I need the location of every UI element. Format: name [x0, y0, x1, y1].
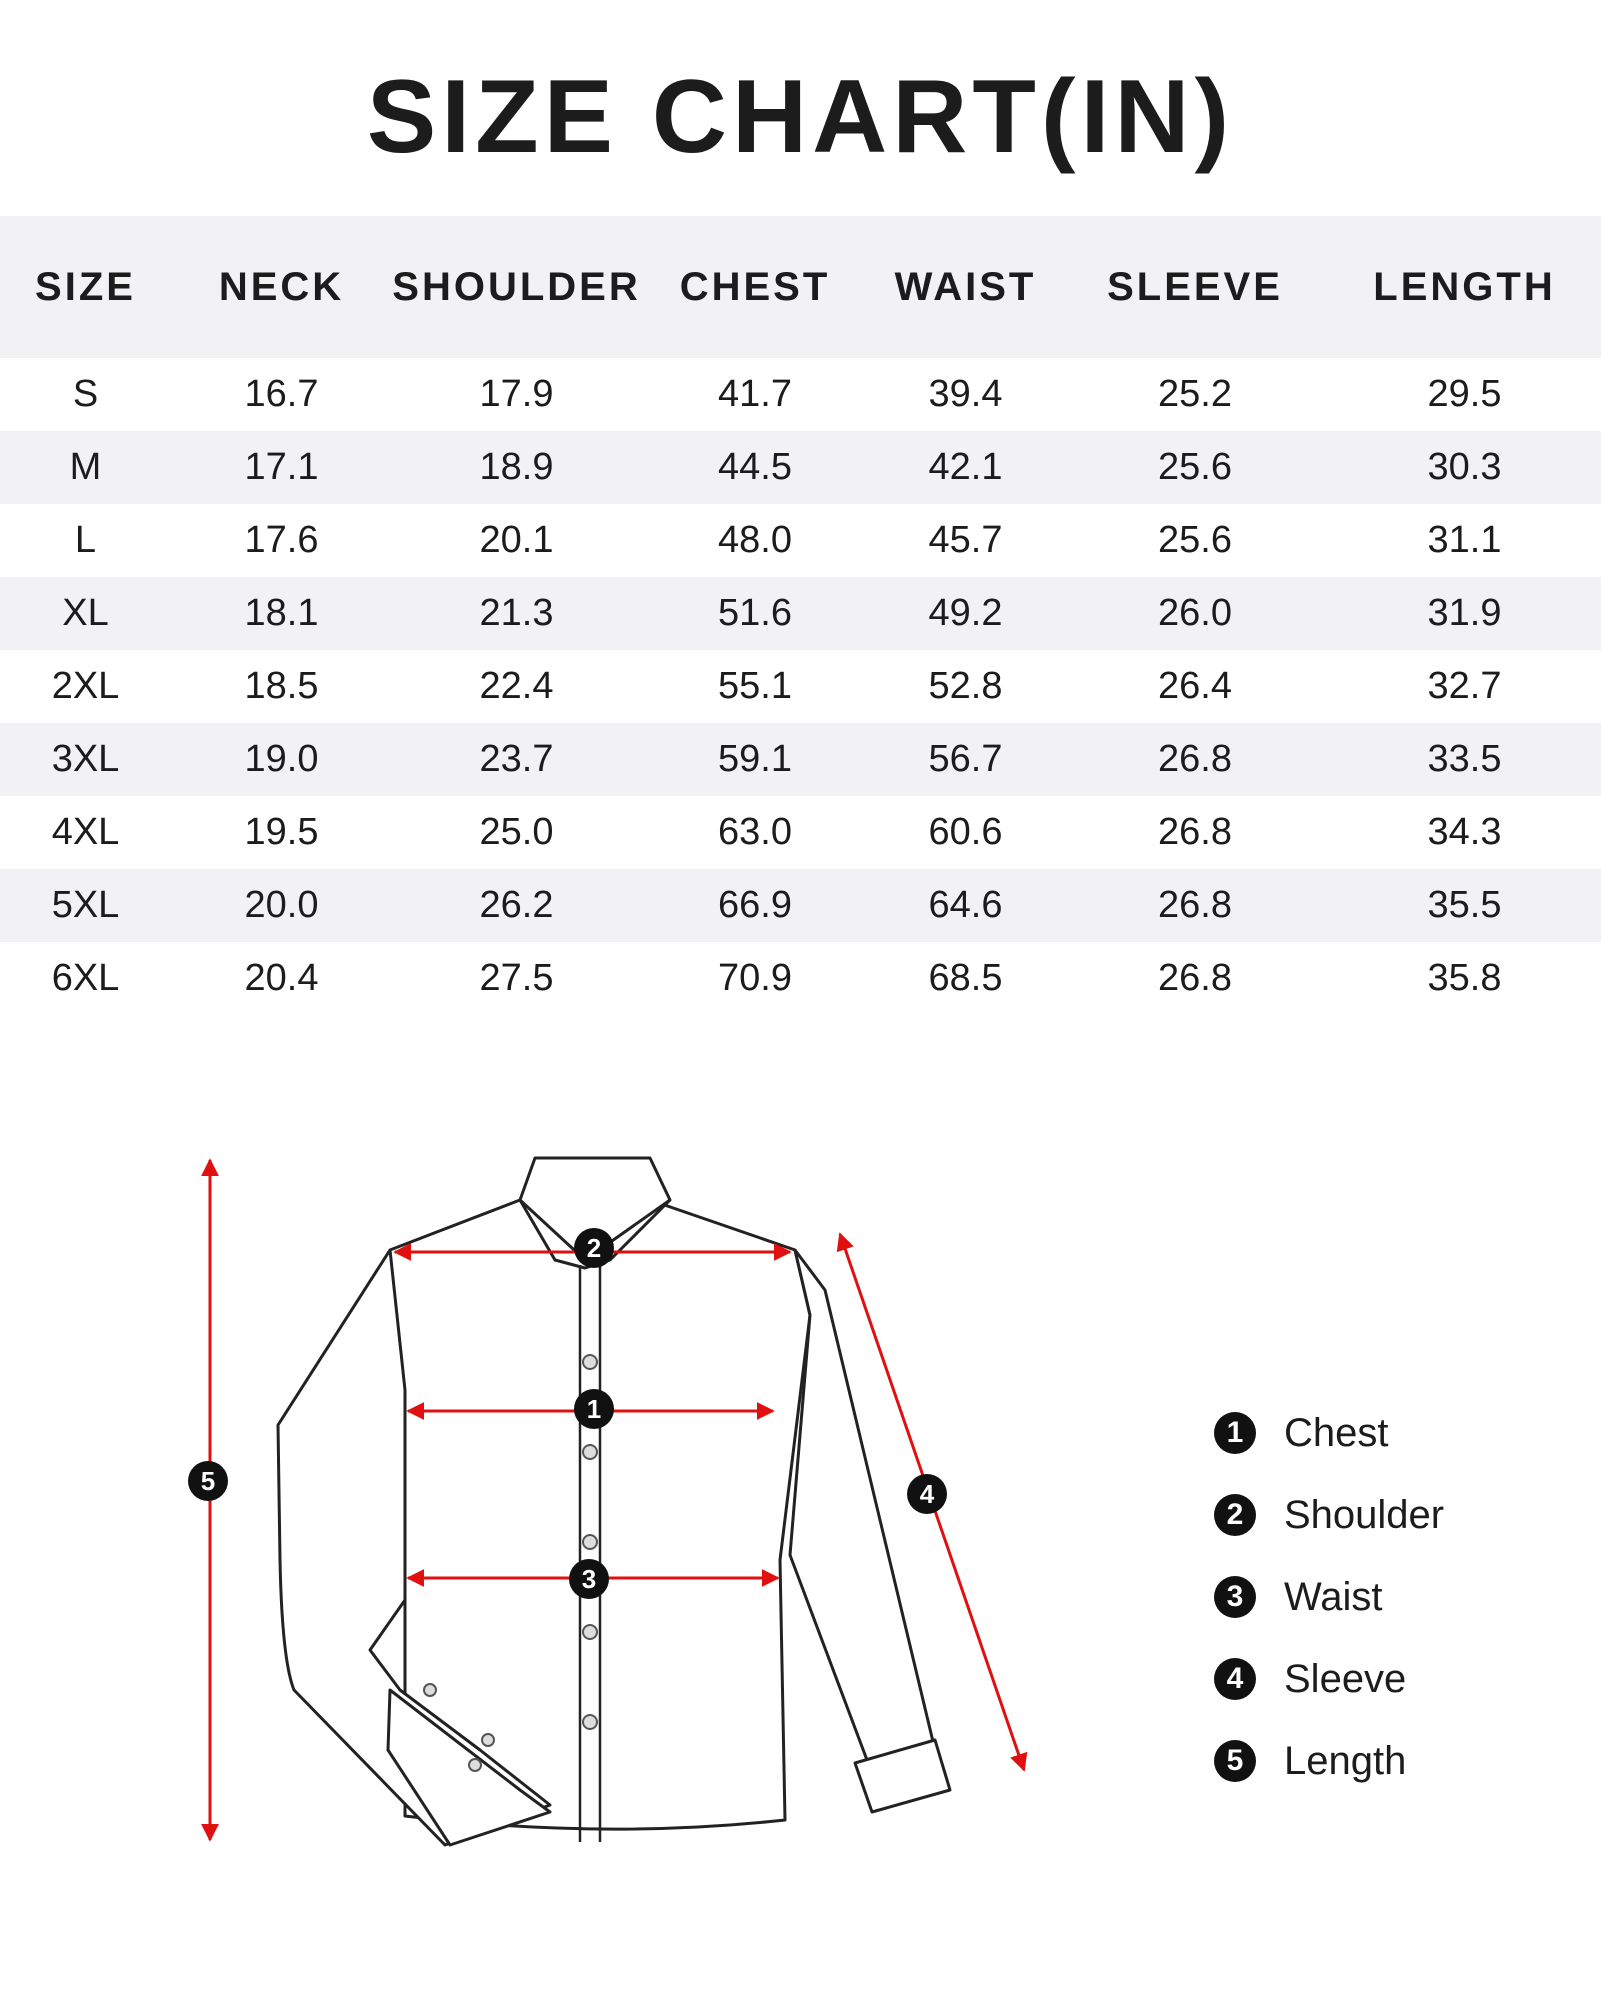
table-row: [0, 869, 1601, 942]
table-cell: 35.8: [1427, 957, 1502, 999]
table-cell: 18.5: [244, 665, 319, 707]
table-cell: 60.6: [928, 811, 1003, 853]
table-cell: 17.1: [171, 431, 392, 504]
measurement-legend: [1214, 1392, 1444, 1802]
table-cell: 3XL: [0, 723, 171, 796]
legend-item-chest: [1214, 1392, 1444, 1474]
table-cell: 27.5: [479, 957, 554, 999]
size-table: [0, 216, 1601, 1015]
table-row: [0, 504, 1601, 577]
table-cell: 26.8: [1062, 723, 1328, 796]
header-waist: WAIST: [869, 216, 1062, 358]
table-cell: 59.1: [641, 723, 869, 796]
table-cell: 26.8: [1158, 957, 1232, 999]
table-cell: 26.8: [1158, 811, 1232, 853]
table-cell: 26.2: [392, 869, 641, 942]
legend-num: 2: [1214, 1494, 1256, 1536]
table-cell: 4XL: [51, 811, 120, 853]
table-row: [0, 577, 1601, 650]
table-body: [0, 358, 1601, 1015]
table-cell: 66.9: [641, 869, 869, 942]
table-row: [0, 358, 1601, 431]
marker-2: 2: [586, 1233, 602, 1263]
header-length: LENGTH: [1328, 216, 1601, 358]
header-neck: NECK: [171, 216, 392, 358]
table-cell: 70.9: [718, 957, 792, 999]
table-cell: XL: [0, 577, 171, 650]
table-cell: 5XL: [0, 869, 171, 942]
legend-label: Length: [1284, 1738, 1407, 1783]
legend-item-sleeve: [1214, 1638, 1444, 1720]
table-cell: 26.0: [1062, 577, 1328, 650]
table-header-row: [0, 216, 1601, 358]
table-cell: 25.2: [1158, 373, 1232, 415]
table-cell: 22.4: [479, 665, 554, 707]
table-row: [0, 650, 1601, 723]
table-cell: 35.5: [1328, 869, 1601, 942]
table-cell: 19.5: [244, 811, 319, 853]
table-cell: 25.6: [1158, 519, 1232, 561]
table-row: [0, 796, 1601, 869]
header-sleeve: SLEEVE: [1062, 216, 1328, 358]
table-cell: 34.3: [1427, 811, 1502, 853]
table-cell: 31.9: [1328, 577, 1601, 650]
table-cell: 44.5: [641, 431, 869, 504]
legend-label: Shoulder: [1284, 1492, 1445, 1537]
marker-4: 4: [919, 1479, 935, 1509]
table-cell: 20.4: [244, 957, 319, 999]
table-cell: L: [74, 519, 97, 561]
table-cell: 31.1: [1427, 519, 1502, 561]
table-cell: 30.3: [1328, 431, 1601, 504]
table-cell: 16.7: [244, 373, 319, 415]
table-cell: 68.5: [928, 957, 1003, 999]
legend-num: 4: [1214, 1658, 1256, 1700]
page-title: SIZE CHART(IN): [366, 59, 1235, 175]
table-row: [0, 942, 1601, 1015]
table-row: [0, 431, 1601, 504]
table-cell: 41.7: [718, 373, 792, 415]
legend-item-length: [1214, 1720, 1444, 1802]
table-cell: 20.0: [171, 869, 392, 942]
table-cell: 18.9: [392, 431, 641, 504]
legend-label: Sleeve: [1284, 1656, 1407, 1701]
table-cell: 18.1: [171, 577, 392, 650]
legend-item-shoulder: [1214, 1474, 1444, 1556]
header-size: SIZE: [0, 216, 171, 358]
table-cell: 42.1: [869, 431, 1062, 504]
table-cell: 49.2: [869, 577, 1062, 650]
table-cell: 17.9: [479, 373, 554, 415]
marker-3: 3: [581, 1564, 597, 1594]
table-cell: 33.5: [1328, 723, 1601, 796]
table-cell: 29.5: [1427, 373, 1502, 415]
table-cell: 45.7: [928, 519, 1003, 561]
table-cell: 25.6: [1062, 431, 1328, 504]
legend-num: 1: [1214, 1412, 1256, 1454]
table-cell: 63.0: [718, 811, 792, 853]
header-chest: CHEST: [641, 216, 869, 358]
table-cell: 21.3: [392, 577, 641, 650]
marker-5: 5: [200, 1466, 216, 1496]
legend-num: 3: [1214, 1576, 1256, 1618]
table-cell: 64.6: [869, 869, 1062, 942]
legend-label: Waist: [1284, 1574, 1383, 1619]
header-shoulder: SHOULDER: [392, 216, 641, 358]
table-cell: 55.1: [718, 665, 792, 707]
table-cell: 6XL: [51, 957, 120, 999]
table-cell: 2XL: [51, 665, 120, 707]
table-cell: 26.8: [1062, 869, 1328, 942]
table-cell: 19.0: [171, 723, 392, 796]
table-row: [0, 723, 1601, 796]
table-cell: 20.1: [479, 519, 554, 561]
table-cell: M: [0, 431, 171, 504]
legend-label: Chest: [1284, 1410, 1389, 1455]
table-cell: 52.8: [928, 665, 1003, 707]
table-cell: 48.0: [718, 519, 792, 561]
table-cell: 32.7: [1427, 665, 1502, 707]
table-cell: 39.4: [928, 373, 1003, 415]
table-cell: 26.4: [1158, 665, 1232, 707]
table-cell: 25.0: [479, 811, 554, 853]
table-cell: 23.7: [392, 723, 641, 796]
legend-num: 5: [1214, 1740, 1256, 1782]
table-cell: S: [72, 373, 99, 415]
table-cell: 56.7: [869, 723, 1062, 796]
table-cell: 17.6: [244, 519, 319, 561]
marker-1: 1: [586, 1394, 602, 1424]
table-cell: 51.6: [641, 577, 869, 650]
legend-item-waist: [1214, 1556, 1444, 1638]
